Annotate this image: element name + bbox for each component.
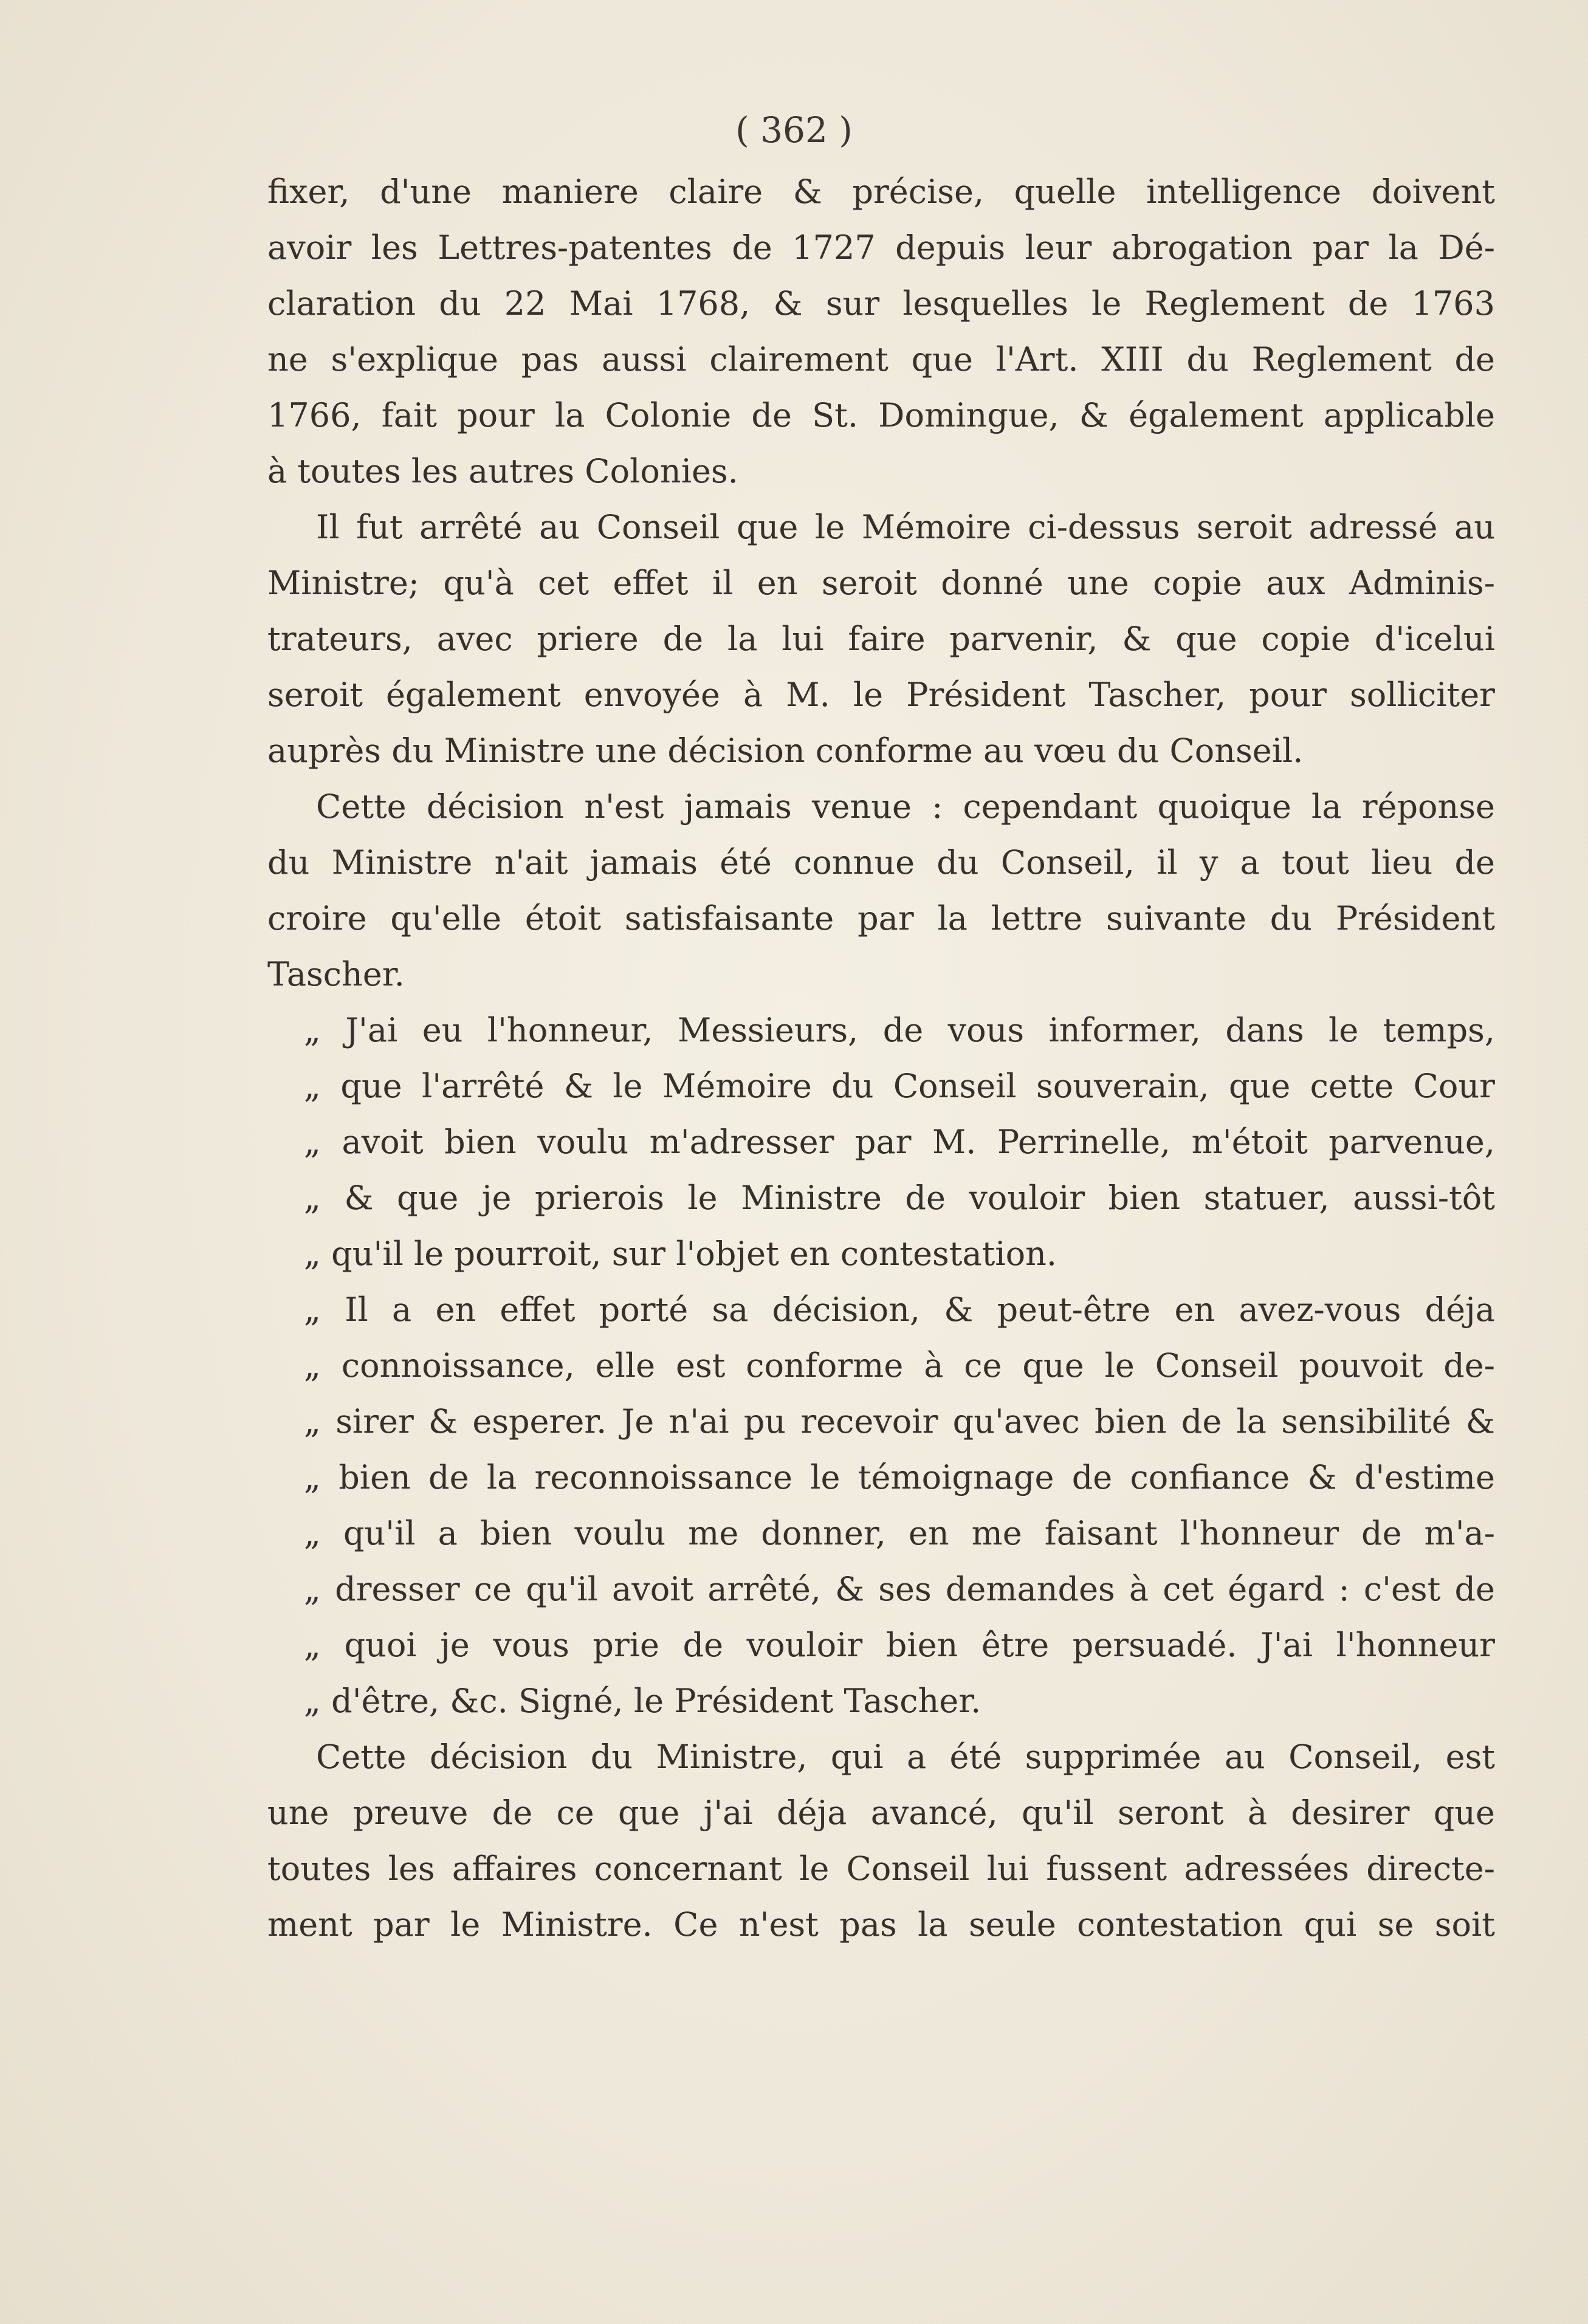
text-line: Cette décision du Ministre, qui a été supprimée au Conseil, est xyxy=(316,1738,1495,1776)
text-line: „ qu'il le pourroit, sur l'objet en contestation. xyxy=(304,1235,1057,1273)
text-line: „ sirer & esperer. Je n'ai pu recevoir qu'avec bien de la sensibilité & xyxy=(304,1402,1495,1441)
text-line: ne s'explique pas aussi clairement que l'Art. XIII du Reglement de xyxy=(267,340,1495,379)
text-line: „ avoit bien voulu m'adresser par M. Perrinelle, m'étoit parvenue, xyxy=(304,1123,1495,1161)
text-line: claration du 22 Mai 1768, & sur lesquelles le Reglement de 1763 xyxy=(267,284,1495,323)
text-line: „ que l'arrêté & le Mémoire du Conseil souverain, que cette Cour xyxy=(304,1067,1495,1105)
text-line: une preuve de ce que j'ai déja avancé, qu'il seront à desirer que xyxy=(267,1794,1495,1832)
text-line: „ & que je prierois le Ministre de vouloir bien statuer, aussi-tôt xyxy=(304,1179,1495,1217)
text-line: „ d'être, &c. Signé, le Président Tascher. xyxy=(304,1682,981,1720)
text-line: Cette décision n'est jamais venue : cependant quoique la réponse xyxy=(316,787,1495,826)
text-line: „ dresser ce qu'il avoit arrêté, & ses demandes à cet égard : c'est de xyxy=(304,1570,1495,1608)
text-line: 1766, fait pour la Colonie de St. Domingue, & également applicable xyxy=(267,396,1495,434)
text-line: fixer, d'une maniere claire & précise, quelle intelligence doivent xyxy=(267,173,1495,211)
text-line: du Ministre n'ait jamais été connue du Conseil, il y a tout lieu de xyxy=(267,843,1495,882)
text-line: seroit également envoyée à M. le Président Tascher, pour solliciter xyxy=(267,676,1495,714)
text-line: ment par le Ministre. Ce n'est pas la seule contestation qui se soit xyxy=(267,1905,1495,1944)
text-line: croire qu'elle étoit satisfaisante par la lettre suivante du Président xyxy=(267,899,1495,937)
text-line: „ Il a en effet porté sa décision, & peut-être en avez-vous déja xyxy=(304,1291,1495,1329)
text-line: „ connoissance, elle est conforme à ce que le Conseil pouvoit de- xyxy=(304,1346,1495,1385)
body-text xyxy=(267,164,1495,1953)
text-line: „ bien de la reconnoissance le témoignage de confiance & d'estime xyxy=(304,1458,1495,1496)
text-line: Il fut arrêté au Conseil que le Mémoire ci-dessus seroit adressé au xyxy=(316,508,1495,546)
text-line: toutes les affaires concernant le Conseil lui fussent adressées directe- xyxy=(267,1849,1495,1888)
text-line: „ quoi je vous prie de vouloir bien être persuadé. J'ai l'honneur xyxy=(304,1626,1495,1664)
text-line: auprès du Ministre une décision conforme au vœu du Conseil. xyxy=(267,732,1304,770)
text-line: à toutes les autres Colonies. xyxy=(267,452,738,490)
text-line: „ qu'il a bien voulu me donner, en me faisant l'honneur de m'a- xyxy=(304,1514,1495,1552)
page-number: ( 362 ) xyxy=(735,109,853,151)
text-line: Ministre; qu'à cet effet il en seroit donné une copie aux Adminis- xyxy=(267,564,1495,602)
text-line: „ J'ai eu l'honneur, Messieurs, de vous informer, dans le temps, xyxy=(304,1011,1495,1049)
text-line: Tascher. xyxy=(267,955,405,993)
text-line: trateurs, avec priere de la lui faire parvenir, & que copie d'icelui xyxy=(267,620,1495,658)
text-line: avoir les Lettres-patentes de 1727 depuis leur abrogation par la Dé- xyxy=(267,228,1495,267)
